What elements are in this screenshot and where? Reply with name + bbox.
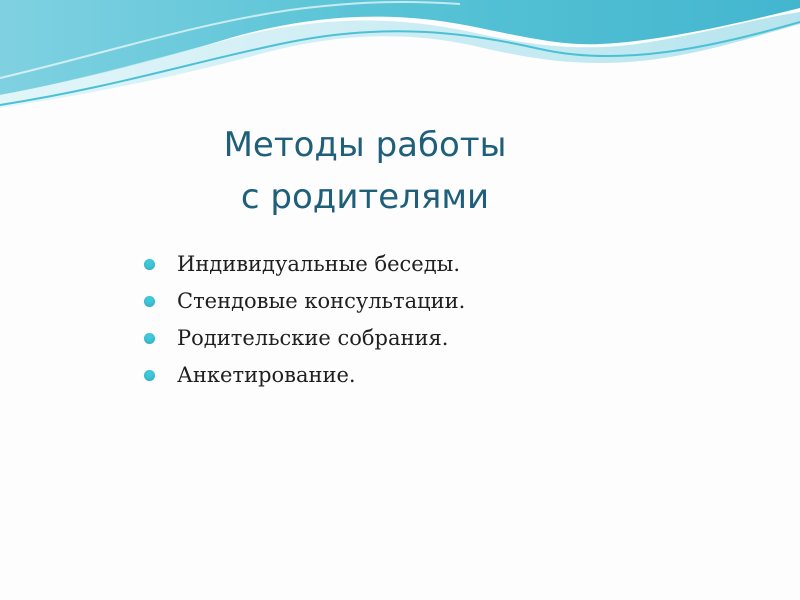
slide-title xyxy=(170,119,560,223)
slide-title-line-2: с родителями xyxy=(240,176,490,217)
bullet-circle-icon xyxy=(144,333,155,344)
bullet-list xyxy=(142,247,465,395)
slide-title-line-1: Методы работы xyxy=(223,124,507,165)
list-item xyxy=(142,358,465,395)
bullet-circle-icon xyxy=(144,296,155,307)
list-item xyxy=(142,321,465,358)
list-item xyxy=(142,284,465,321)
bullet-circle-icon xyxy=(144,259,155,270)
list-item xyxy=(142,247,465,284)
bullet-text: Стендовые консультации. xyxy=(177,289,466,313)
wave-decoration xyxy=(0,0,800,110)
bullet-circle-icon xyxy=(144,370,155,381)
bullet-text: Анкетирование. xyxy=(177,363,356,387)
bullet-text: Родительские собрания. xyxy=(177,326,449,350)
bullet-text: Индивидуальные беседы. xyxy=(177,252,461,276)
